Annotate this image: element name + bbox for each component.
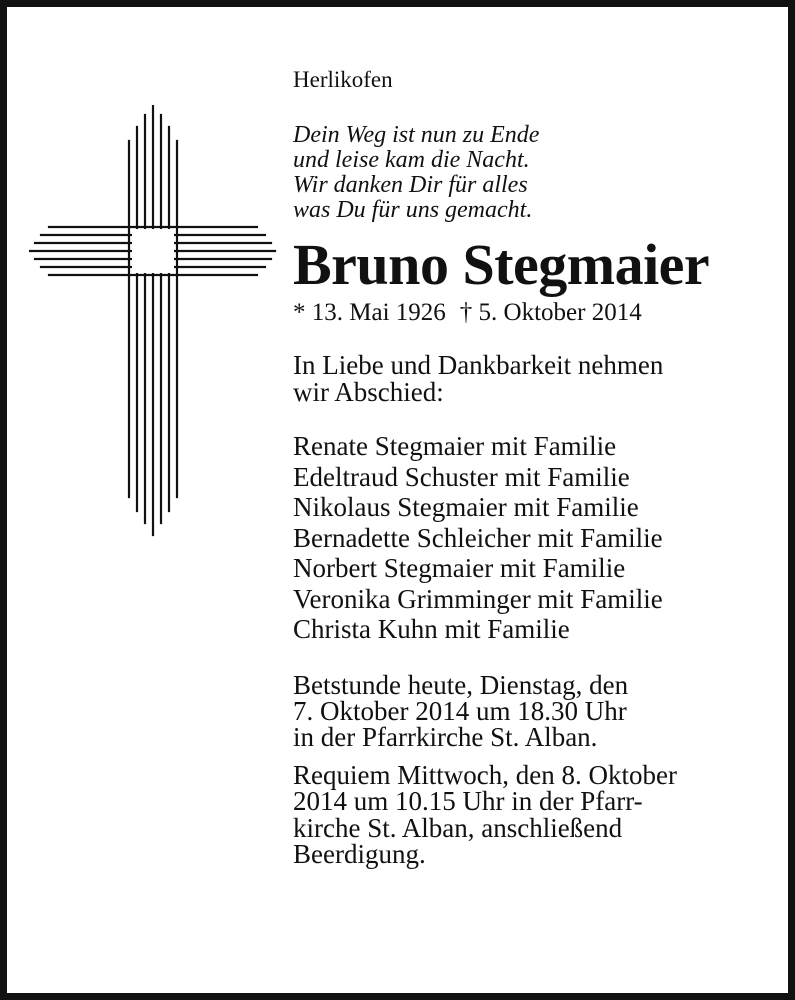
verse-line: was Du für uns gemacht. [293, 197, 533, 223]
mourner-item: Christa Kuhn mit Familie [293, 614, 570, 644]
farewell-intro [293, 352, 788, 406]
vigil-line: Betstunde heute, Dienstag, den [293, 669, 629, 700]
verse-line: und leise kam die Nacht. [293, 147, 530, 173]
prayer-hour-info [293, 669, 788, 752]
mourner-item: Renate Stegmaier mit Familie [293, 431, 617, 461]
mourner-item: Veronika Grimminger mit Familie [293, 583, 663, 614]
mourner-item: Norbert Stegmaier mit Familie [293, 553, 626, 583]
requiem-info [293, 759, 788, 869]
requiem-line: Requiem Mittwoch, den 8. Oktober [293, 759, 677, 790]
cross-icon [29, 105, 277, 537]
verse-line: Dein Weg ist nun zu Ende [293, 122, 540, 148]
requiem-line: kirche St. Alban, anschließend [293, 812, 623, 843]
notice-text-column [293, 65, 788, 868]
verse-line: Wir danken Dir für alles [293, 172, 528, 198]
mourner-item: Bernadette Schleicher mit Familie [293, 522, 663, 553]
death-date: † 5. Oktober 2014 [459, 299, 642, 326]
place-name: Herlikofen [293, 67, 393, 92]
intro-line: wir Abschied: [293, 377, 444, 407]
deceased-name: Bruno Stegmaier [293, 232, 710, 297]
vigil-line: in der Pfarrkirche St. Alban. [293, 721, 598, 752]
memorial-verse [293, 123, 788, 223]
birth-date: * 13. Mai 1926 [293, 299, 446, 326]
mourner-item: Nikolaus Stegmaier mit Familie [293, 492, 639, 522]
requiem-line: 2014 um 10.15 Uhr in der Pfarr- [293, 786, 643, 816]
requiem-line: Beerdigung. [293, 839, 426, 869]
mourner-item: Edeltraud Schuster mit Familie [293, 461, 630, 492]
mourners-list [293, 431, 788, 645]
life-dates [293, 299, 788, 327]
vigil-line: 7. Oktober 2014 um 18.30 Uhr [293, 695, 627, 726]
intro-line: In Liebe und Dankbarkeit nehmen [293, 350, 664, 380]
